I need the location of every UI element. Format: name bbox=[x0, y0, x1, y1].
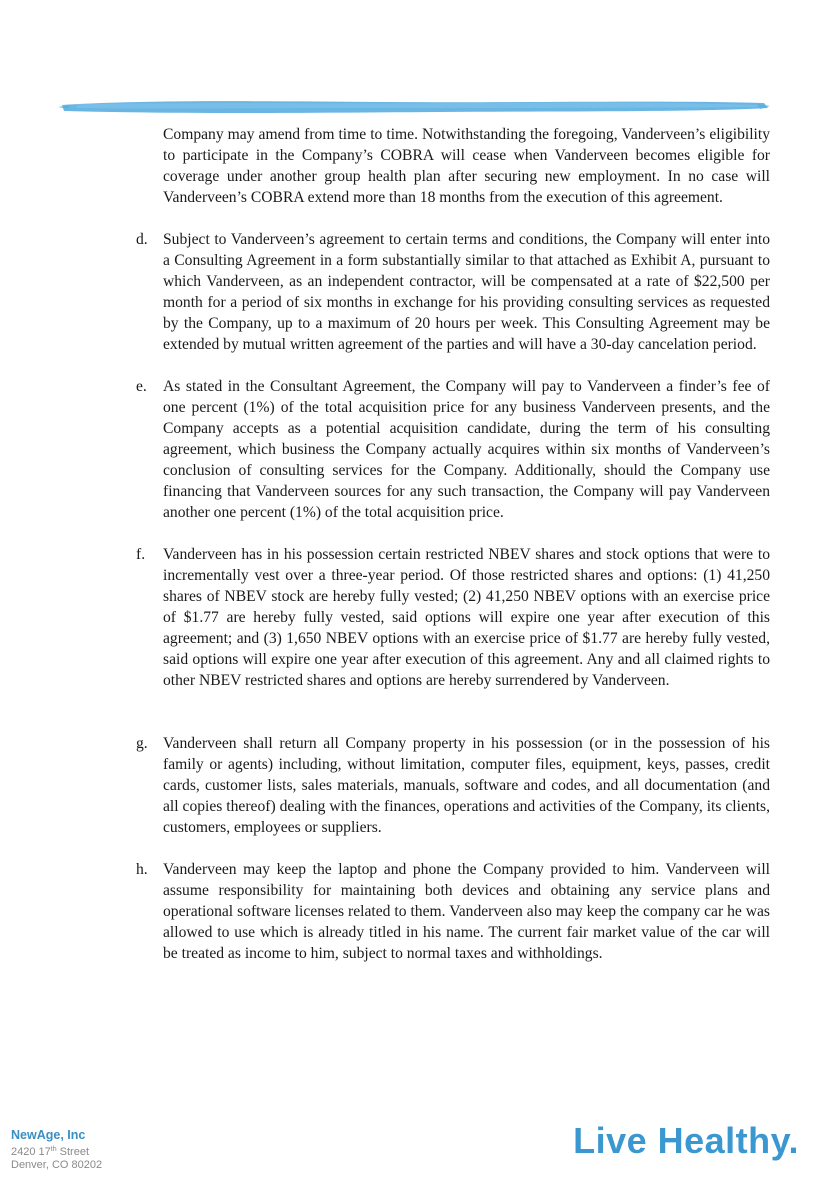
item-text: Vanderveen has in his possession certain restricted NBEV shares and stock options that were to incrementally vest over a three-year period. Of those restricted shares and options: (1) 41,250 shares of NBEV stock are hereby fully vested; (2) 41,250 NBEV options with an exercise price of $1.77 are hereby fully vested, said options will expire one year after execution of this agreement; and (3) 1,650 NBEV options with an exercise price of $1.77 are hereby fully vested, said options will expire one year after execution of this agreement. Any and all claimed rights to other NBEV restricted shares and options are hereby surrendered by Vanderveen. bbox=[163, 546, 770, 689]
item-marker: e. bbox=[136, 378, 147, 395]
list-item bbox=[130, 376, 770, 523]
item-text: As stated in the Consultant Agreement, the Company will pay to Vanderveen a finder’s fee of one percent (1%) of the total acquisition price for any business Vanderveen presents, and the Company accepts as a potential acquisition candidate, during the term of his consulting agreement, which business the Company actually acquires within six months of Vanderveen’s conclusion of consulting services for the Company. Additionally, should the Company use financing that Vanderveen sources for any such transaction, the Company will pay Vanderveen another one percent (1%) of the total acquisition price. bbox=[163, 378, 770, 521]
item-text: Vanderveen shall return all Company property in his possession (or in the possession of his family or agents) including, without limitation, computer files, equipment, keys, passes, credit cards, customer lists, sales materials, manuals, software and codes, and all documentation (and all copies thereof) dealing with the finances, operations and activities of the Company, its clients, customers, employees or suppliers. bbox=[163, 735, 770, 836]
company-name: NewAge, Inc bbox=[11, 1128, 86, 1142]
street-address bbox=[11, 1143, 102, 1159]
item-marker: g. bbox=[136, 735, 148, 752]
item-text: Vanderveen may keep the laptop and phone the Company provided to him. Vanderveen will assume responsibility for maintaining both devices and obtaining any service plans and operational software licenses related to them. Vanderveen also may keep the company car he was allowed to use which is already titled in his name. The current fair market value of the car will be treated as income to him, subject to normal taxes and withholdings. bbox=[163, 861, 770, 962]
brand-slogan: Live Healthy. bbox=[573, 1120, 799, 1161]
list-item bbox=[130, 229, 770, 355]
item-marker: f. bbox=[136, 546, 146, 563]
list-item bbox=[130, 544, 770, 691]
list-item bbox=[130, 859, 770, 964]
item-marker: d. bbox=[136, 231, 148, 248]
header-brush-stroke bbox=[58, 96, 770, 118]
item-text: Subject to Vanderveen’s agreement to certain terms and conditions, the Company will enter into a Consulting Agreement in a form substantially similar to that attached as Exhibit A, pursuant to which Vanderveen, as an independent contractor, will be compensated at a rate of $22,500 per month for a period of six months in exchange for his providing consulting services as requested by the Company, up to a maximum of 20 hours per week. This Consulting Agreement may be extended by mutual written agreement of the parties and will have a 30-day cancelation period. bbox=[163, 231, 770, 353]
item-marker: h. bbox=[136, 861, 148, 878]
document-body bbox=[130, 124, 770, 964]
address-suffix: th bbox=[50, 1146, 57, 1153]
footer-address bbox=[11, 1128, 102, 1172]
address-number: 2420 17 bbox=[11, 1146, 51, 1158]
city-address: Denver, CO 80202 bbox=[11, 1159, 103, 1171]
lead-paragraph: Company may amend from time to time. Notwithstanding the foregoing, Vanderveen’s eligibility to participate in the Company’s COBRA will cease when Vanderveen becomes eligible for coverage under another group health plan after securing new employment. In no case will Vanderveen’s COBRA extend more than 18 months from the execution of this agreement. bbox=[163, 126, 770, 206]
list-item bbox=[130, 733, 770, 838]
address-street: Street bbox=[56, 1146, 90, 1158]
